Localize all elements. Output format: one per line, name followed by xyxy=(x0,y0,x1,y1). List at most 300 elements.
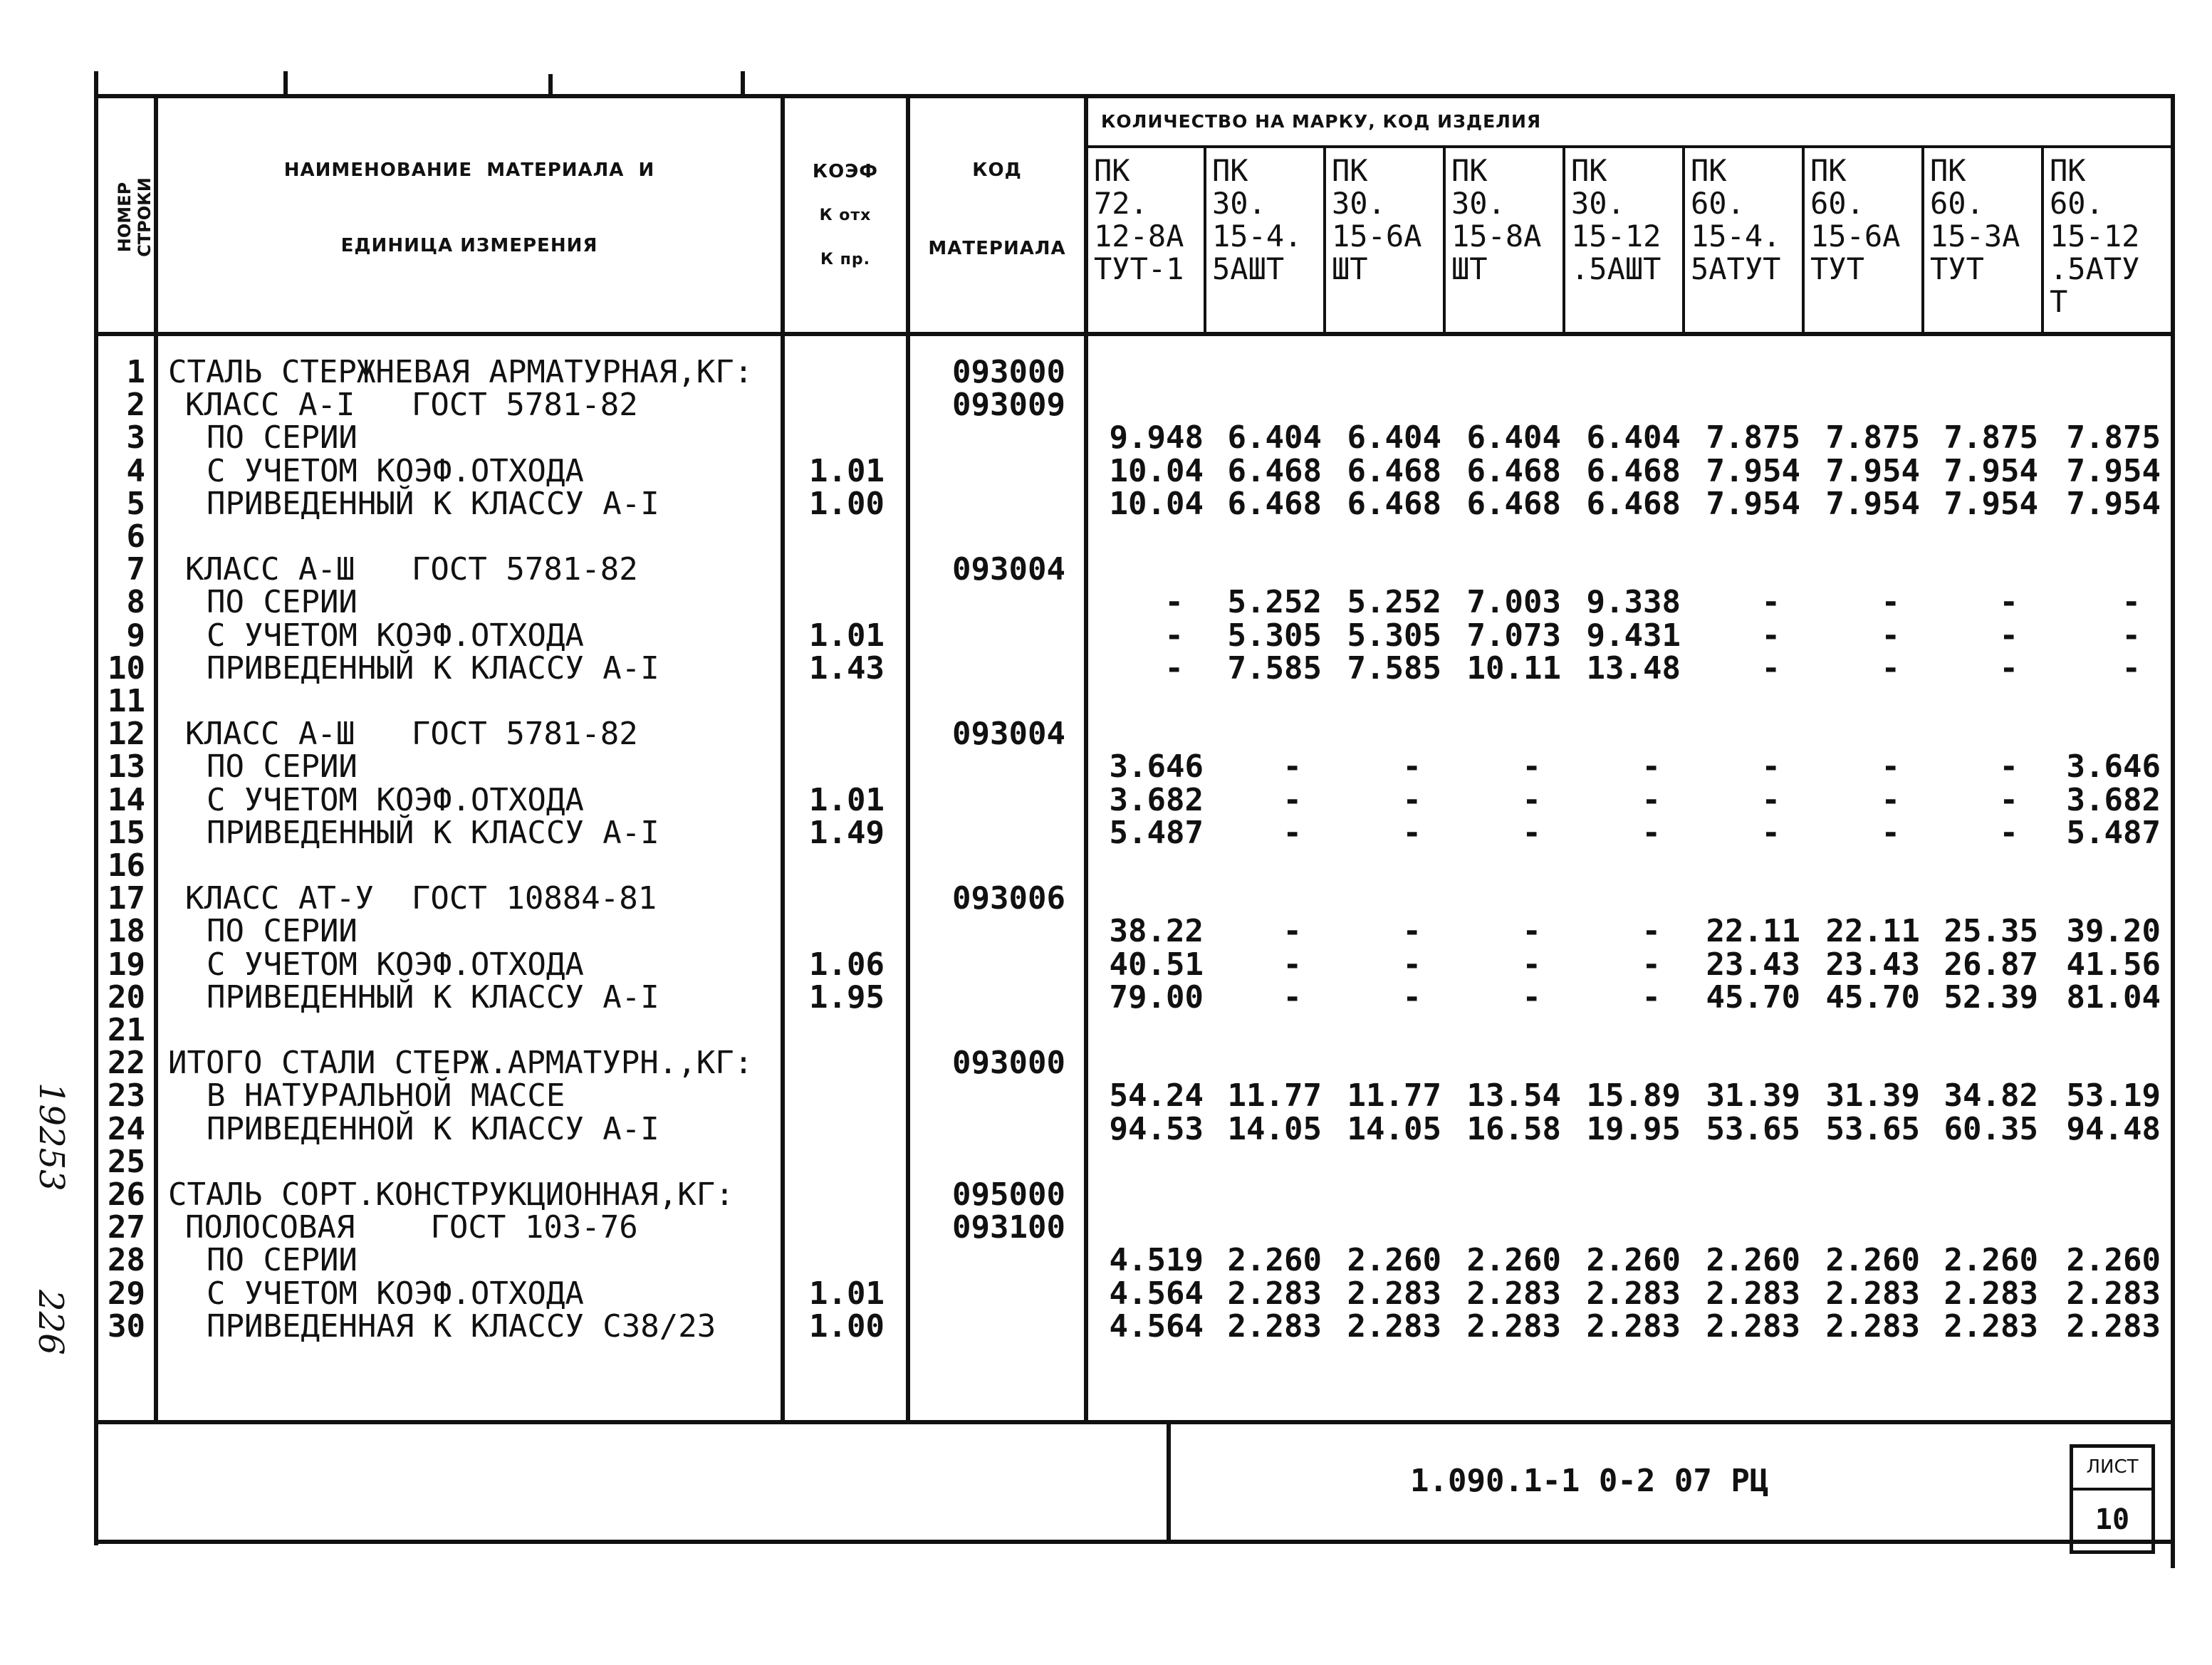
quantity-value: 2.283 xyxy=(1944,1308,2038,1345)
quantity-value: 2.283 xyxy=(2066,1308,2161,1345)
mark-header-line: ТУТ xyxy=(1930,251,1984,286)
material-name: С УЧЕТОМ КОЭФ.ОТХОДА xyxy=(207,1275,584,1312)
quantity-value: 2.260 xyxy=(1825,1242,1920,1278)
quantity-value: 53.65 xyxy=(1706,1111,1800,1147)
quantity-value: - xyxy=(1881,617,1900,654)
material-name: КЛАСС А-I ГОСТ 5781-82 xyxy=(185,387,638,423)
mark-header-line: 60. xyxy=(2050,186,2104,221)
material-code: 093009 xyxy=(952,387,1065,423)
sheet-box xyxy=(2070,1444,2155,1554)
mark-header-line: 12-8А xyxy=(1094,219,1184,254)
mark-header-line: ШТ xyxy=(1332,251,1368,286)
coefficient: 1.00 xyxy=(809,486,885,522)
table-bottom-line xyxy=(94,1420,2175,1424)
quantity-value: 31.39 xyxy=(1706,1077,1800,1114)
row-number: 27 xyxy=(108,1209,145,1246)
mark-header-line: ТУТ-1 xyxy=(1094,251,1184,286)
mark-header-line: 5АТУТ xyxy=(1691,251,1781,286)
code-header-line2: МАТЕРИАЛА xyxy=(928,238,1066,259)
frame-bottom xyxy=(94,1540,2175,1544)
material-name: СТАЛЬ СТЕРЖНЕВАЯ АРМАТУРНАЯ,КГ: xyxy=(168,354,753,390)
quantity-value: - xyxy=(1999,815,2018,851)
row-number: 1 xyxy=(126,354,145,390)
mark-header-line: 15-12 xyxy=(2050,219,2140,254)
mark-header-line: 15-4. xyxy=(1691,219,1781,254)
quantity-value: 79.00 xyxy=(1109,979,1204,1016)
row-number: 16 xyxy=(108,847,145,884)
col-sep-code xyxy=(1084,94,1088,1423)
quantity-value: 3.682 xyxy=(1109,782,1204,818)
quantity-value: 6.468 xyxy=(1227,486,1322,522)
quantity-value: 13.54 xyxy=(1466,1077,1561,1114)
row-number: 11 xyxy=(108,683,145,719)
top-tick-3 xyxy=(741,71,745,95)
material-name: С УЧЕТОМ КОЭФ.ОТХОДА xyxy=(207,453,584,489)
quantity-value: 6.404 xyxy=(1586,419,1681,456)
mark-header-line: 15-4. xyxy=(1212,219,1303,254)
quantity-value: 14.05 xyxy=(1347,1111,1441,1147)
quantity-value: 10.04 xyxy=(1109,486,1204,522)
quantity-value: 2.283 xyxy=(1944,1275,2038,1312)
code-header-line1: КОД xyxy=(972,160,1022,181)
quantity-value: 39.20 xyxy=(2066,913,2161,949)
quantity-value: 45.70 xyxy=(1825,979,1920,1016)
row-number: 3 xyxy=(126,419,145,456)
quantity-value: - xyxy=(1999,617,2018,654)
quantity-value: 7.954 xyxy=(1944,453,2038,489)
quantity-value: - xyxy=(2122,617,2141,654)
qty-subheader-line xyxy=(1084,145,2175,148)
quantity-value: 7.875 xyxy=(1825,419,1920,456)
coefficient: 1.43 xyxy=(809,650,885,687)
top-tick-1 xyxy=(283,71,288,95)
quantity-value: 2.283 xyxy=(1466,1275,1561,1312)
quantity-value: - xyxy=(1881,815,1900,851)
row-number: 8 xyxy=(126,584,145,620)
quantity-value: 2.260 xyxy=(1227,1242,1322,1278)
row-number: 30 xyxy=(108,1308,145,1345)
row-number: 28 xyxy=(108,1242,145,1278)
quantity-value: - xyxy=(1402,979,1421,1016)
mark-header-line: 30. xyxy=(1451,186,1506,221)
quantity-value: 5.305 xyxy=(1227,617,1322,654)
material-name: ИТОГО СТАЛИ СТЕРЖ.АРМАТУРН.,КГ: xyxy=(168,1045,753,1081)
quantity-value: 9.948 xyxy=(1109,419,1204,456)
mark-header-line: 30. xyxy=(1212,186,1266,221)
material-code: 093006 xyxy=(952,880,1065,917)
mark-sep xyxy=(1204,145,1206,335)
quantity-value: - xyxy=(1881,748,1900,785)
quantity-value: 2.283 xyxy=(1227,1308,1322,1345)
row-number: 5 xyxy=(126,486,145,522)
quantity-value: 7.585 xyxy=(1347,650,1441,687)
quantity-value: 53.19 xyxy=(2066,1077,2161,1114)
material-name: ПОЛОСОВАЯ ГОСТ 103-76 xyxy=(185,1209,638,1246)
mark-header-line: ПК xyxy=(1451,153,1488,188)
quantity-value: 2.283 xyxy=(1825,1308,1920,1345)
mark-header-line: ПК xyxy=(1930,153,1966,188)
mark-header-line: ПК xyxy=(1810,153,1847,188)
row-number: 21 xyxy=(108,1012,145,1048)
quantity-value: 5.252 xyxy=(1347,584,1441,620)
quantity-value: 10.04 xyxy=(1109,453,1204,489)
quantity-value: 4.564 xyxy=(1109,1275,1204,1312)
row-number: 18 xyxy=(108,913,145,949)
quantity-value: 22.11 xyxy=(1825,913,1920,949)
mark-header-line: .5АШТ xyxy=(1571,251,1661,286)
title-block-sep xyxy=(1167,1424,1171,1543)
quantity-value: 10.11 xyxy=(1466,650,1561,687)
mark-header-line: Т xyxy=(2050,284,2068,319)
material-header-line2: ЕДИНИЦА ИЗМЕРЕНИЯ xyxy=(340,235,598,256)
quantity-value: - xyxy=(1999,748,2018,785)
quantity-value: - xyxy=(1283,913,1302,949)
quantity-value: - xyxy=(1522,946,1541,983)
quantity-value: 7.585 xyxy=(1227,650,1322,687)
quantity-value: 13.48 xyxy=(1586,650,1681,687)
row-number: 6 xyxy=(126,518,145,555)
top-tick-2 xyxy=(548,74,553,95)
material-code: 093100 xyxy=(952,1209,1065,1246)
material-name: ПО СЕРИИ xyxy=(207,913,358,949)
material-name: С УЧЕТОМ КОЭФ.ОТХОДА xyxy=(207,617,584,654)
quantity-value: 2.283 xyxy=(1706,1275,1800,1312)
quantity-value: 4.519 xyxy=(1109,1242,1204,1278)
quantity-value: 2.283 xyxy=(1586,1308,1681,1345)
quantity-value: - xyxy=(1761,650,1780,687)
quantity-value: 22.11 xyxy=(1706,913,1800,949)
quantity-value: 11.77 xyxy=(1347,1077,1441,1114)
quantity-value: - xyxy=(1761,584,1780,620)
row-number: 22 xyxy=(108,1045,145,1081)
mark-header-line: ПК xyxy=(1094,153,1130,188)
mark-header-line: 60. xyxy=(1810,186,1864,221)
quantity-value: 6.404 xyxy=(1347,419,1441,456)
material-name: В НАТУРАЛЬНОЙ МАССЕ xyxy=(207,1077,565,1114)
quantity-value: 23.43 xyxy=(1825,946,1920,983)
material-code: 093000 xyxy=(952,354,1065,390)
quantity-value: 2.260 xyxy=(1586,1242,1681,1278)
material-name: С УЧЕТОМ КОЭФ.ОТХОДА xyxy=(207,782,584,818)
quantity-value: - xyxy=(1402,815,1421,851)
mark-header-line: 15-6А xyxy=(1810,219,1901,254)
quantity-value: - xyxy=(1761,617,1780,654)
material-name: КЛАСС А-Ш ГОСТ 5781-82 xyxy=(185,551,638,588)
quantity-value: 2.283 xyxy=(1347,1308,1441,1345)
row-number: 25 xyxy=(108,1144,145,1180)
margin-number-2: 226 xyxy=(31,1290,71,1355)
quantity-value: 7.954 xyxy=(1825,486,1920,522)
quantity-value: 5.252 xyxy=(1227,584,1322,620)
material-name: ПО СЕРИИ xyxy=(207,419,358,456)
material-name: С УЧЕТОМ КОЭФ.ОТХОДА xyxy=(207,946,584,983)
quantity-value: 11.77 xyxy=(1227,1077,1322,1114)
quantity-value: - xyxy=(1522,815,1541,851)
mark-sep xyxy=(1802,145,1805,335)
material-name: ПО СЕРИИ xyxy=(207,1242,358,1278)
quantity-value: 3.646 xyxy=(2066,748,2161,785)
quantity-value: 38.22 xyxy=(1109,913,1204,949)
quantity-value: 2.260 xyxy=(1944,1242,2038,1278)
quantity-value: - xyxy=(1164,650,1184,687)
row-number: 29 xyxy=(108,1275,145,1312)
quantity-value: 94.53 xyxy=(1109,1111,1204,1147)
mark-header-line: ПК xyxy=(1332,153,1368,188)
quantity-value: 7.954 xyxy=(1706,486,1800,522)
mark-header-line: ПК xyxy=(1691,153,1727,188)
document-code: 1.090.1-1 0-2 07 РЦ xyxy=(1410,1463,1769,1499)
quantity-value: 7.875 xyxy=(1944,419,2038,456)
quantity-value: 41.56 xyxy=(2066,946,2161,983)
quantity-value: - xyxy=(1522,748,1541,785)
material-name: ПО СЕРИИ xyxy=(207,584,358,620)
quantity-value: 23.43 xyxy=(1706,946,1800,983)
quantity-header: КОЛИЧЕСТВО НА МАРКУ, КОД ИЗДЕЛИЯ xyxy=(1101,111,1542,132)
material-header-line1: НАИМЕНОВАНИЕ МАТЕРИАЛА И xyxy=(283,160,655,181)
col-sep-coef xyxy=(906,94,910,1423)
coefficient: 1.06 xyxy=(809,946,885,983)
quantity-value: - xyxy=(1999,650,2018,687)
quantity-value: - xyxy=(1642,913,1661,949)
material-name: ПРИВЕДЕННОЙ К КЛАССУ А-I xyxy=(207,1111,659,1147)
mark-sep xyxy=(1682,145,1685,335)
quantity-value: - xyxy=(1283,748,1302,785)
quantity-value: 26.87 xyxy=(1944,946,2038,983)
mark-header-line: 5АШТ xyxy=(1212,251,1285,286)
quantity-value: - xyxy=(1761,815,1780,851)
quantity-value: 7.875 xyxy=(1706,419,1800,456)
quantity-value: - xyxy=(1522,913,1541,949)
material-name: КЛАСС АТ-У ГОСТ 10884-81 xyxy=(185,880,657,917)
quantity-value: - xyxy=(1283,946,1302,983)
row-number: 17 xyxy=(108,880,145,917)
quantity-value: 6.468 xyxy=(1347,453,1441,489)
mark-sep xyxy=(1921,145,1924,335)
quantity-value: - xyxy=(1642,979,1661,1016)
quantity-value: 9.431 xyxy=(1586,617,1681,654)
quantity-value: - xyxy=(1881,650,1900,687)
quantity-value: - xyxy=(1761,748,1780,785)
mark-header-line: 15-3А xyxy=(1930,219,2020,254)
quantity-value: - xyxy=(1164,584,1184,620)
row-number: 23 xyxy=(108,1077,145,1114)
quantity-value: 7.875 xyxy=(2066,419,2161,456)
quantity-value: 2.283 xyxy=(1825,1275,1920,1312)
coefficient: 1.95 xyxy=(809,979,885,1016)
coefficient: 1.01 xyxy=(809,1275,885,1312)
quantity-value: 14.05 xyxy=(1227,1111,1322,1147)
quantity-value: 2.283 xyxy=(2066,1275,2161,1312)
coefficient: 1.49 xyxy=(809,815,885,851)
coef-header-line1: КОЭФ xyxy=(812,161,879,182)
coefficient: 1.00 xyxy=(809,1308,885,1345)
coefficient: 1.01 xyxy=(809,782,885,818)
coef-header-line3: К пр. xyxy=(820,251,870,268)
row-number: 14 xyxy=(108,782,145,818)
quantity-value: - xyxy=(1283,815,1302,851)
sheet-label: ЛИСТ xyxy=(2086,1456,2139,1478)
quantity-value: 19.95 xyxy=(1586,1111,1681,1147)
row-number: 10 xyxy=(108,650,145,687)
mark-header-line: ПК xyxy=(2050,153,2086,188)
frame-left xyxy=(94,71,98,1545)
quantity-value: 5.487 xyxy=(2066,815,2161,851)
material-name: ПРИВЕДЕННЫЙ К КЛАССУ А-I xyxy=(207,979,659,1016)
mark-header-line: 15-6А xyxy=(1332,219,1422,254)
quantity-value: 6.468 xyxy=(1227,453,1322,489)
quantity-value: 2.283 xyxy=(1227,1275,1322,1312)
quantity-value: 25.35 xyxy=(1944,913,2038,949)
quantity-value: 2.283 xyxy=(1706,1308,1800,1345)
mark-header-line: ТУТ xyxy=(1810,251,1864,286)
quantity-value: 2.283 xyxy=(1586,1275,1681,1312)
coefficient: 1.01 xyxy=(809,617,885,654)
mark-sep xyxy=(1323,145,1326,335)
quantity-value: 54.24 xyxy=(1109,1077,1204,1114)
quantity-value: - xyxy=(1283,782,1302,818)
quantity-value: 2.283 xyxy=(1466,1308,1561,1345)
frame-right xyxy=(2171,94,2175,1568)
quantity-value: 7.073 xyxy=(1466,617,1561,654)
quantity-value: 7.954 xyxy=(1825,453,1920,489)
coefficient: 1.01 xyxy=(809,453,885,489)
quantity-value: 6.468 xyxy=(1466,453,1561,489)
coef-header-line2: К отх xyxy=(819,207,872,224)
mark-header-line: .5АТУ xyxy=(2050,251,2140,286)
row-number: 9 xyxy=(126,617,145,654)
col-sep-rowno xyxy=(154,94,158,1423)
mark-header-line: ПК xyxy=(1212,153,1248,188)
quantity-value: - xyxy=(1999,782,2018,818)
quantity-value: 34.82 xyxy=(1944,1077,2038,1114)
quantity-value: - xyxy=(1999,584,2018,620)
header-bottom-line xyxy=(94,332,2175,336)
row-number: 12 xyxy=(108,716,145,752)
material-name: ПРИВЕДЕННЫЙ К КЛАССУ А-I xyxy=(207,486,659,522)
quantity-value: 7.954 xyxy=(1944,486,2038,522)
quantity-value: - xyxy=(1881,782,1900,818)
row-number: 19 xyxy=(108,946,145,983)
quantity-value: 6.468 xyxy=(1586,486,1681,522)
row-number: 15 xyxy=(108,815,145,851)
material-name: СТАЛЬ СОРТ.КОНСТРУКЦИОННАЯ,КГ: xyxy=(168,1176,734,1213)
mark-sep xyxy=(1443,145,1446,335)
quantity-value: - xyxy=(1881,584,1900,620)
quantity-value: 4.564 xyxy=(1109,1308,1204,1345)
mark-sep xyxy=(2041,145,2044,335)
quantity-value: 81.04 xyxy=(2066,979,2161,1016)
quantity-value: - xyxy=(1642,946,1661,983)
material-name: ПРИВЕДЕННЫЙ К КЛАССУ А-I xyxy=(207,815,659,851)
mark-header-line: 30. xyxy=(1571,186,1625,221)
quantity-value: 6.468 xyxy=(1347,486,1441,522)
quantity-value: 60.35 xyxy=(1944,1111,2038,1147)
quantity-value: 7.954 xyxy=(2066,453,2161,489)
quantity-value: 2.260 xyxy=(1347,1242,1441,1278)
material-name: ПО СЕРИИ xyxy=(207,748,358,785)
quantity-value: 2.260 xyxy=(1466,1242,1561,1278)
row-number: 13 xyxy=(108,748,145,785)
quantity-value: 7.003 xyxy=(1466,584,1561,620)
quantity-value: 3.646 xyxy=(1109,748,1204,785)
quantity-value: 15.89 xyxy=(1586,1077,1681,1114)
quantity-value: 31.39 xyxy=(1825,1077,1920,1114)
mark-header-line: 60. xyxy=(1691,186,1745,221)
quantity-value: - xyxy=(1402,748,1421,785)
quantity-value: - xyxy=(2122,650,2141,687)
mark-sep xyxy=(1563,145,1565,335)
frame-top xyxy=(94,94,2175,98)
mark-header-line: 30. xyxy=(1332,186,1386,221)
material-name: КЛАСС А-Ш ГОСТ 5781-82 xyxy=(185,716,638,752)
quantity-value: 94.48 xyxy=(2066,1111,2161,1147)
material-name: ПРИВЕДЕННЫЙ К КЛАССУ А-I xyxy=(207,650,659,687)
quantity-value: - xyxy=(1761,782,1780,818)
quantity-value: - xyxy=(1402,782,1421,818)
quantity-value: 6.404 xyxy=(1227,419,1322,456)
margin-number-1: 19253 xyxy=(31,1082,71,1191)
mark-header-line: 72. xyxy=(1094,186,1148,221)
quantity-value: 6.468 xyxy=(1466,486,1561,522)
mark-header-line: 15-12 xyxy=(1571,219,1661,254)
quantity-value: - xyxy=(1642,748,1661,785)
row-number: 2 xyxy=(126,387,145,423)
quantity-value: 53.65 xyxy=(1825,1111,1920,1147)
row-number: 20 xyxy=(108,979,145,1016)
row-number: 4 xyxy=(126,453,145,489)
row-number-header: НОМЕР СТРОКИ xyxy=(115,177,155,257)
row-number: 26 xyxy=(108,1176,145,1213)
row-number: 7 xyxy=(126,551,145,588)
quantity-value: 45.70 xyxy=(1706,979,1800,1016)
quantity-value: - xyxy=(1283,979,1302,1016)
quantity-value: - xyxy=(1164,617,1184,654)
sheet-box-divider xyxy=(2073,1488,2151,1491)
quantity-value: - xyxy=(1522,782,1541,818)
quantity-value: 5.487 xyxy=(1109,815,1204,851)
quantity-value: 5.305 xyxy=(1347,617,1441,654)
quantity-value: - xyxy=(1402,946,1421,983)
material-code: 093004 xyxy=(952,716,1065,752)
quantity-value: 52.39 xyxy=(1944,979,2038,1016)
row-number: 24 xyxy=(108,1111,145,1147)
mark-header-line: 60. xyxy=(1930,186,1984,221)
quantity-value: 6.468 xyxy=(1586,453,1681,489)
material-code: 093000 xyxy=(952,1045,1065,1081)
mark-header-line: ПК xyxy=(1571,153,1607,188)
quantity-value: 7.954 xyxy=(1706,453,1800,489)
material-code: 095000 xyxy=(952,1176,1065,1213)
quantity-value: 3.682 xyxy=(2066,782,2161,818)
quantity-value: 6.404 xyxy=(1466,419,1561,456)
quantity-value: 9.338 xyxy=(1586,584,1681,620)
quantity-value: - xyxy=(2122,584,2141,620)
mark-header-line: ШТ xyxy=(1451,251,1488,286)
quantity-value: - xyxy=(1522,979,1541,1016)
sheet-number: 10 xyxy=(2094,1503,2130,1536)
quantity-value: - xyxy=(1642,815,1661,851)
material-code: 093004 xyxy=(952,551,1065,588)
quantity-value: 2.260 xyxy=(1706,1242,1800,1278)
quantity-value: - xyxy=(1402,913,1421,949)
mark-header-line: 15-8А xyxy=(1451,219,1542,254)
quantity-value: - xyxy=(1642,782,1661,818)
quantity-value: 7.954 xyxy=(2066,486,2161,522)
quantity-value: 2.260 xyxy=(2066,1242,2161,1278)
quantity-value: 40.51 xyxy=(1109,946,1204,983)
quantity-value: 16.58 xyxy=(1466,1111,1561,1147)
quantity-value: 2.283 xyxy=(1347,1275,1441,1312)
